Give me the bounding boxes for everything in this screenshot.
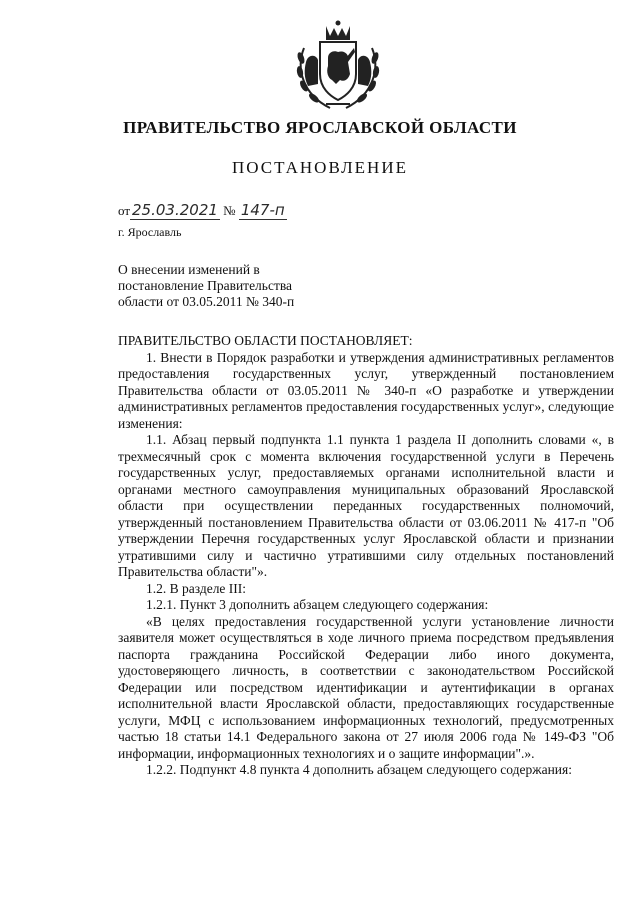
decree-lead: ПРАВИТЕЛЬСТВО ОБЛАСТИ ПОСТАНОВЛЯЕТ: (118, 333, 413, 348)
paragraph: «В целях предоставления государственной услуги установление личности заявителя может осуществляться в ходе личного приема посредством предъявления паспорта гражданина Российской Федерации либо иного документа, удостоверяющего личность, в соответствии с законодательством Российской Федерации или посредством идентификации и аутентификации в органах исполнительной власти Ярославской области, предоставляющих государственные услуги, МФЦ с использованием информационных технологий, предусмотренных частью 18 статьи 14.1 Федерального закона от 27 июля 2006 года № 149-ФЗ "Об информации, информационных технологиях и о защите информации".». (118, 613, 614, 761)
government-title: ПРАВИТЕЛЬСТВО ЯРОСЛАВСКОЙ ОБЛАСТИ (123, 118, 517, 137)
date-number-line (118, 201, 287, 219)
document-subject (118, 262, 294, 310)
subject-line: области от 03.05.2011 № 340-п (118, 294, 295, 309)
document-body (118, 333, 614, 779)
document-type: ПОСТАНОВЛЕНИЕ (231, 158, 408, 177)
paragraph: 1.1. Абзац первый подпункта 1.1 пункта 1 раздела II дополнить словами «, в трехмесячный срок с момента включения государственной услуги в Перечень государственных услуг, предоставляемых органами исполнительной власти и органами местного самоуправления муниципальных образований Ярославской области при осуществлении переданных государственных полномочий, утвержденный постановлением Правительства области от 03.06.2011 № 417-п "Об утверждении Перечня государственных услуг Ярославской области и признании утратившими силу и частично утратившими силу отдельных постановлений Правительства области"». (118, 432, 614, 579)
document-date: 25.03.2021 (132, 201, 218, 219)
subject-line: О внесении изменений в (118, 262, 260, 277)
number-prefix: № (223, 203, 236, 218)
paragraph: 1.2. В разделе III: (146, 580, 247, 596)
subject-line: постановление Правительства (118, 278, 293, 293)
paragraph: 1.2.1. Пункт 3 дополнить абзацем следующего содержания: (146, 597, 489, 612)
paragraph: 1. Внести в Порядок разработки и утверждения административных регламентов предоставления государственных услуг, утвержденный постановлением Правительства области от 03.05.2011 № 340-п «О разработке и утверждении административных регламентов предоставления государственных услуг», следующие изменения: (118, 349, 614, 431)
date-prefix: от (118, 203, 131, 218)
paragraph: 1.2.2. Подпункт 4.8 пункта 4 дополнить абзацем следующего содержания: (146, 762, 572, 777)
city: г. Ярославль (118, 225, 182, 239)
coat-of-arms-icon (290, 18, 386, 114)
document-number: 147-п (240, 201, 285, 219)
